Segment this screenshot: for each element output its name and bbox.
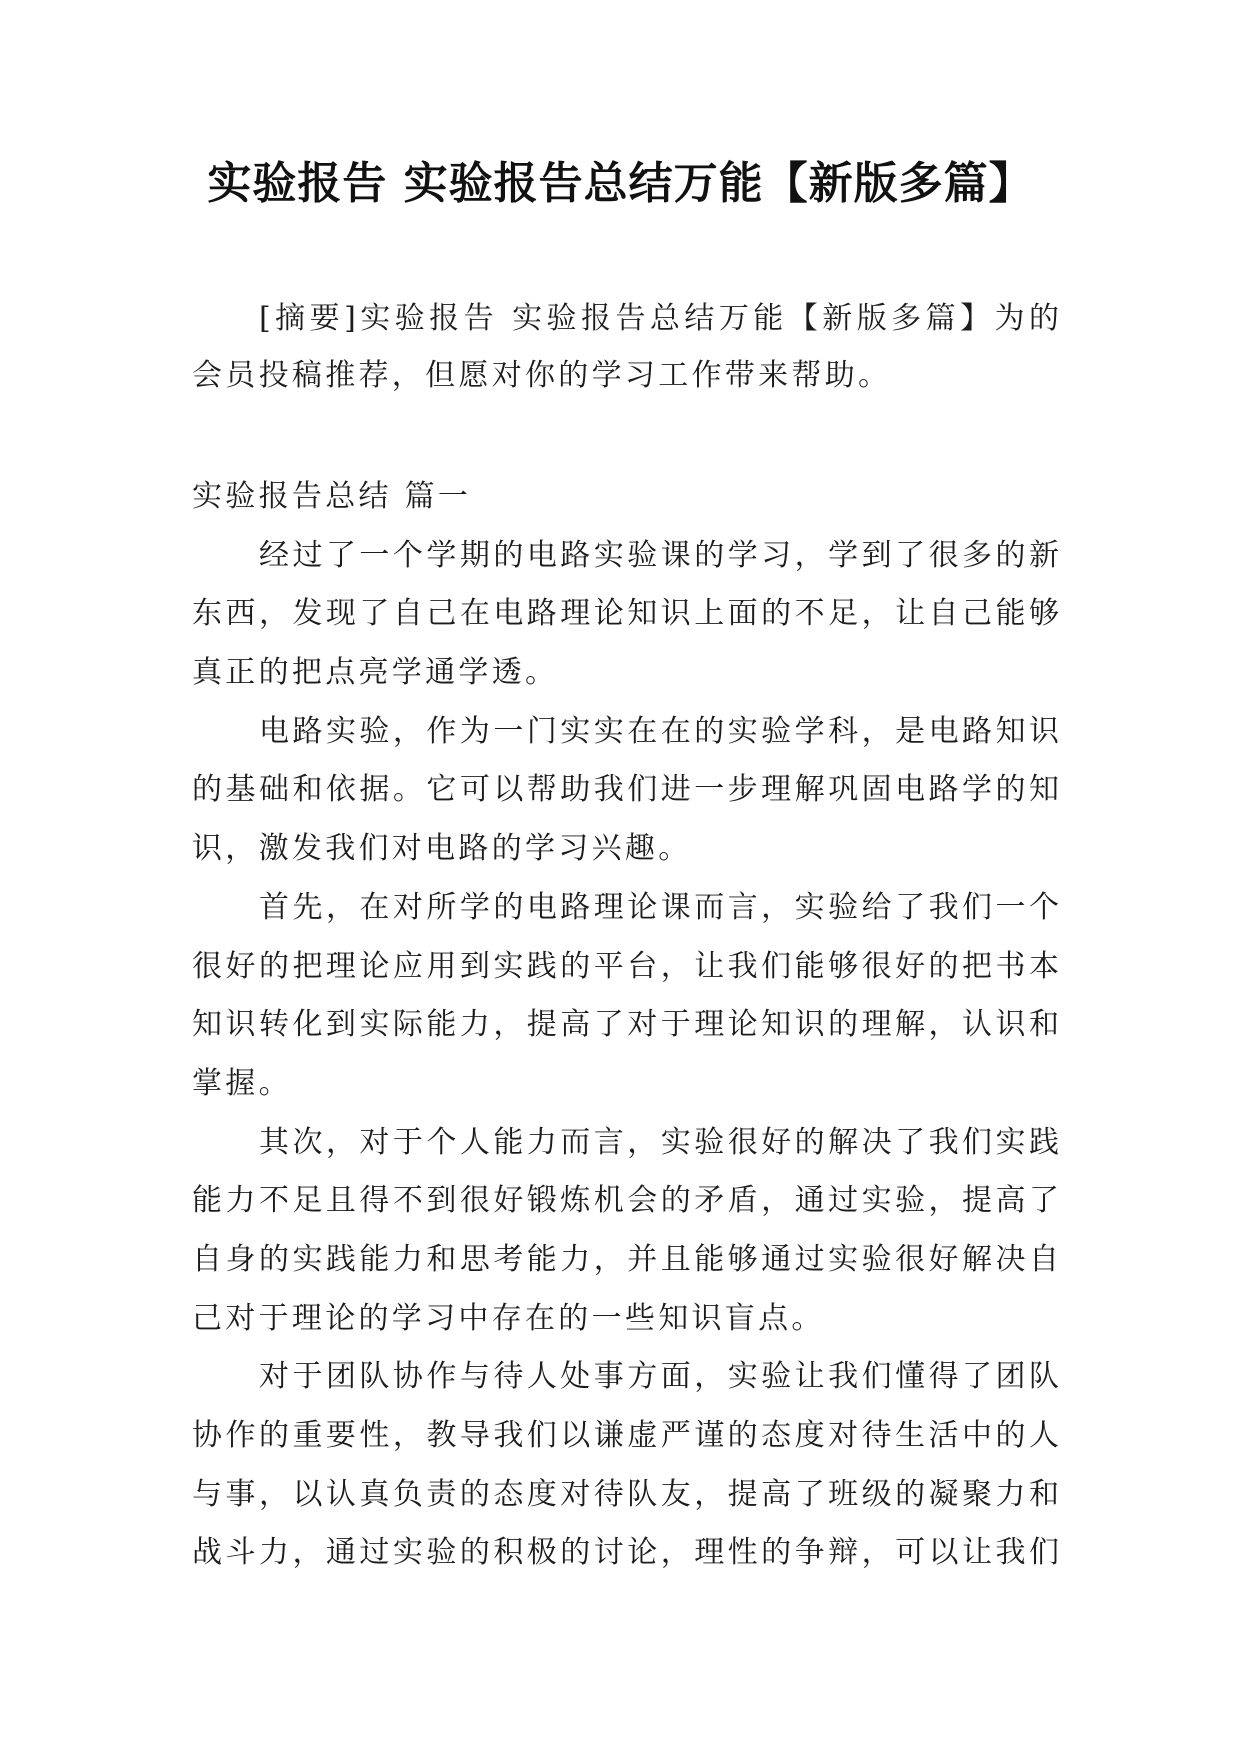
paragraph-line: 对于团队协作与待人处事方面，实验让我们懂得了团队 — [259, 1359, 1059, 1395]
paragraph-line: 东西，发现了自己在电路理论知识上面的不足，让自己能够 — [192, 596, 1059, 632]
paragraph — [192, 1114, 1059, 1349]
document-body — [192, 468, 1059, 1583]
paragraph-line: 经过了一个学期的电路实验课的学习，学到了很多的新 — [259, 537, 1059, 573]
abstract-line: [摘要]实验报告 实验报告总结万能【新版多篇】为的 — [259, 301, 1059, 336]
paragraph-line: 真正的把点亮学通学透。 — [192, 655, 559, 691]
paragraph-line: 己对于理论的学习中存在的一些知识盲点。 — [192, 1300, 825, 1336]
paragraph — [192, 703, 1059, 879]
document-title: 实验报告 实验报告总结万能【新版多篇】 — [207, 158, 1034, 209]
paragraph — [192, 1348, 1059, 1583]
paragraph-line: 的基础和依据。它可以帮助我们进一步理解巩固电路学的知 — [192, 772, 1059, 808]
section-heading: 实验报告总结 篇一 — [192, 479, 472, 514]
paragraph — [192, 527, 1059, 703]
paragraph-line: 与事，以认真负责的态度对待队友，提高了班级的凝聚力和 — [192, 1476, 1059, 1512]
paragraph-line: 电路实验，作为一门实实在在的实验学科，是电路知识 — [259, 713, 1059, 749]
paragraph-line: 知识转化到实际能力，提高了对于理论知识的理解，认识和 — [192, 1007, 1059, 1043]
paragraph-line: 很好的把理论应用到实践的平台，让我们能够很好的把书本 — [192, 948, 1059, 984]
paragraph-line: 首先，在对所学的电路理论课而言，实验给了我们一个 — [259, 889, 1059, 925]
abstract-line: 会员投稿推荐，但愿对你的学习工作带来帮助。 — [192, 358, 892, 393]
paragraph-line: 掌握。 — [192, 1065, 292, 1101]
paragraph-line: 自身的实践能力和思考能力，并且能够通过实验很好解决自 — [192, 1241, 1059, 1277]
abstract — [192, 290, 1059, 404]
paragraph-line: 能力不足且得不到很好锻炼机会的矛盾，通过实验，提高了 — [192, 1183, 1059, 1219]
paragraph-line: 协作的重要性，教导我们以谦虚严谨的态度对待生活中的人 — [192, 1418, 1059, 1453]
paragraph-line: 战斗力，通过实验的积极的讨论，理性的争辩，可以让我们 — [192, 1535, 1059, 1571]
paragraph-line: 其次，对于个人能力而言，实验很好的解决了我们实践 — [259, 1124, 1059, 1160]
paragraph — [192, 879, 1059, 1114]
paragraph-line: 识，激发我们对电路的学习兴趣。 — [192, 831, 692, 867]
